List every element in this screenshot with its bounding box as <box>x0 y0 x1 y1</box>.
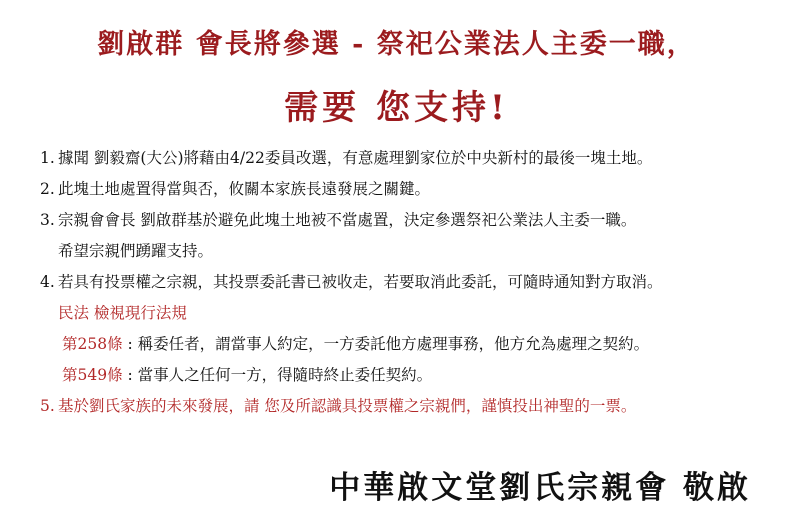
signature: 中華啟文堂劉氏宗親會 敬啟 <box>329 470 751 506</box>
law-article-549 <box>40 360 780 391</box>
list-item-2 <box>40 174 780 205</box>
item-text: 宗親會會長 劉啟群基於避免此塊土地被不當處置，決定參選祭祀公業法人主委一職。 <box>58 211 637 229</box>
heading-line-1: 劉啟群 會長將參選 - 祭祀公業法人主委一職， <box>97 29 696 60</box>
item-text: 此塊土地處置得當與否，攸關本家族長遠發展之關鍵。 <box>58 180 431 198</box>
item-number: 3. <box>40 211 55 229</box>
law-article-text: : 稱委任者，謂當事人約定，一方委託他方處理事務，他方允為處理之契約。 <box>122 335 650 353</box>
law-article-ref: 第549條 <box>62 366 123 384</box>
list-item-4 <box>40 267 780 298</box>
law-article-text: : 當事人之任何一方，得隨時終止委任契約。 <box>122 366 433 384</box>
list-item-5 <box>40 391 780 422</box>
item-text: 若具有投票權之宗親，其投票委託書已被收走，若要取消此委託，可隨時通知對方取消。 <box>58 273 663 291</box>
notice-list <box>40 143 780 422</box>
list-item-3 <box>40 205 780 236</box>
item-number: 2. <box>40 180 55 198</box>
item-number: 1. <box>40 149 55 167</box>
law-article-258 <box>40 329 780 360</box>
item-number: 4. <box>40 273 55 291</box>
heading-line-2: 需要 您支持! <box>284 88 509 128</box>
item-text: 據聞 劉毅齋(大公)將藉由4/22委員改選，有意處理劉家位於中央新村的最後一塊土地。 <box>58 149 653 167</box>
list-item-1 <box>40 143 780 174</box>
law-header: 民法 檢視現行法規 <box>58 304 187 322</box>
law-article-ref: 第258條 <box>62 335 123 353</box>
item-number: 5. <box>40 397 55 415</box>
item-text: 基於劉氏家族的未來發展，請 您及所認識具投票權之宗親們，謹慎投出神聖的一票。 <box>58 397 637 415</box>
list-item-3-continuation: 希望宗親們踴躍支持。 <box>58 242 214 260</box>
